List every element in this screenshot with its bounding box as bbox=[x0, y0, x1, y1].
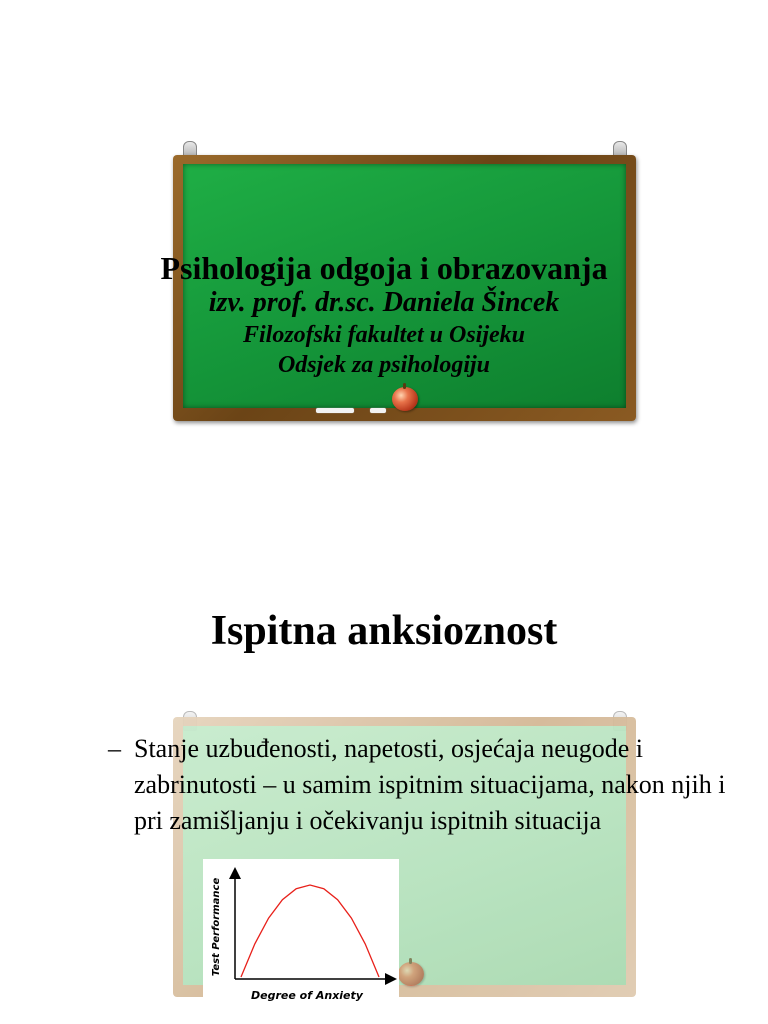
y-axis-label: Test Performance bbox=[211, 877, 222, 977]
slide-heading: Ispitna anksioznost bbox=[210, 608, 558, 654]
bullet-dash: – bbox=[108, 734, 121, 763]
x-axis-label: Degree of Anxiety bbox=[251, 989, 363, 1002]
chalk-piece-short bbox=[370, 408, 386, 413]
series-line bbox=[241, 885, 379, 977]
chalk-piece-long bbox=[316, 408, 354, 413]
bullet-text: Stanje uzbuđenosti, napetosti, osjećaja neugode i zabrinutosti – u samim ispitnim situacijama, nakon njih i pri zamišljanju i očekivanju ispitnih situacija bbox=[134, 734, 726, 835]
slide-2 bbox=[0, 512, 768, 1024]
department-name: Odsjek za psihologiju bbox=[277, 352, 491, 378]
apple-icon bbox=[392, 387, 418, 411]
chart-container bbox=[203, 859, 399, 1011]
slide-title: Psihologija odgoja i obrazovanja bbox=[160, 250, 608, 286]
faculty-name: Filozofski fakultet u Osijeku bbox=[242, 322, 526, 348]
apple-icon bbox=[398, 962, 424, 986]
title-block bbox=[0, 250, 768, 380]
author-name: izv. prof. dr.sc. Daniela Šincek bbox=[208, 287, 560, 318]
anxiety-performance-chart bbox=[203, 859, 399, 1011]
